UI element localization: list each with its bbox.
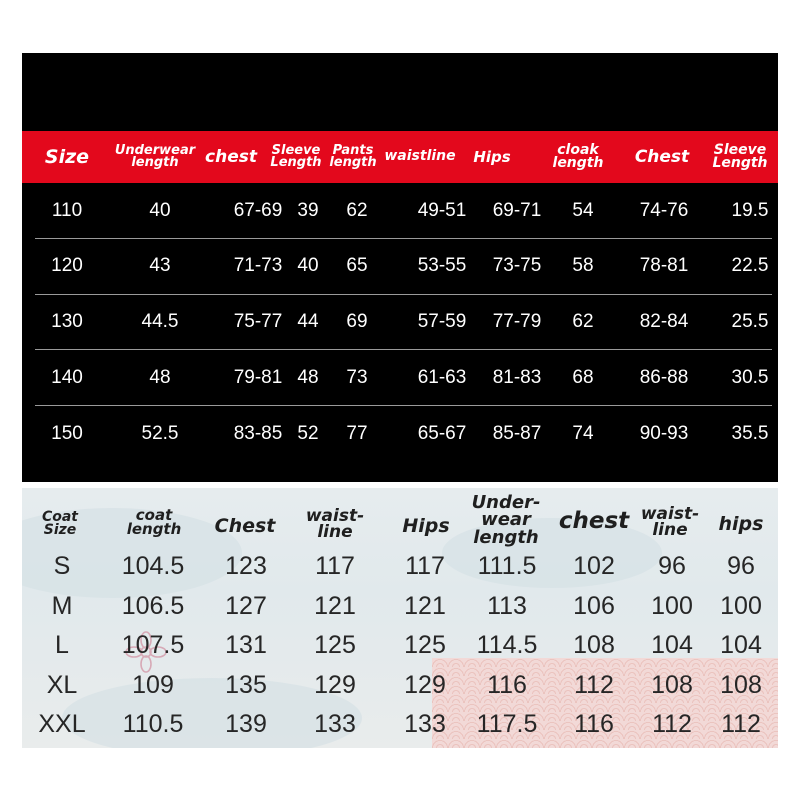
table-cell: L xyxy=(55,631,69,659)
table-cell: 62 xyxy=(572,311,594,333)
table-cell: 79-81 xyxy=(233,366,283,388)
adult-header-chest: Chest xyxy=(214,514,276,537)
table-cell: 113 xyxy=(487,591,527,620)
table-row xyxy=(22,626,778,665)
table-cell: 40 xyxy=(149,199,171,221)
kids-header-sleeve-length-cloak: Sleeve Length xyxy=(712,141,768,171)
table-cell: 74-76 xyxy=(639,199,689,221)
kids-header-cloak-length: cloak length xyxy=(552,141,604,171)
adult-header-underwear-length: Under-wear length xyxy=(471,492,541,548)
table-cell: 61-63 xyxy=(417,366,467,388)
table-cell: 108 xyxy=(720,670,762,699)
adult-header-waistline: waist-line xyxy=(305,505,365,542)
table-cell: 121 xyxy=(314,591,356,620)
table-cell: 22.5 xyxy=(731,255,769,277)
table-cell: 53-55 xyxy=(417,255,467,277)
table-cell: 96 xyxy=(727,552,755,580)
table-cell: 75-77 xyxy=(233,311,283,333)
adult-header-coat-size: Coat Size xyxy=(41,508,79,538)
table-cell: 62 xyxy=(346,199,368,221)
table-cell: 65 xyxy=(346,255,368,277)
table-cell: 121 xyxy=(404,591,446,620)
table-row xyxy=(22,705,778,744)
adult-header-coat-length: coat length xyxy=(126,505,182,538)
table-cell: 69-71 xyxy=(492,199,542,221)
table-cell: 77 xyxy=(346,422,368,444)
table-cell: 108 xyxy=(573,631,615,659)
table-cell: 135 xyxy=(225,670,267,699)
adult-header-hips-underwear: hips xyxy=(718,512,764,535)
table-cell: M xyxy=(51,591,73,620)
adult-header-hips: Hips xyxy=(402,514,450,537)
kids-size-chart xyxy=(22,53,778,482)
table-cell: 129 xyxy=(314,670,356,699)
table-cell: S xyxy=(53,552,71,580)
table-cell: 116 xyxy=(574,710,614,738)
table-cell: 116 xyxy=(487,670,527,699)
table-cell: 104.5 xyxy=(121,552,185,580)
table-row xyxy=(22,295,778,350)
table-cell: 100 xyxy=(720,591,762,620)
table-cell: 131 xyxy=(225,631,267,659)
table-cell: 139 xyxy=(225,710,267,738)
table-row xyxy=(22,587,778,626)
table-cell: 83-85 xyxy=(233,422,283,444)
table-cell: 140 xyxy=(51,366,83,388)
table-cell: 110.5 xyxy=(122,710,184,738)
table-cell: 106 xyxy=(573,591,615,620)
table-cell: 49-51 xyxy=(417,199,467,221)
table-cell: 117 xyxy=(315,552,355,580)
kids-header-hips: Hips xyxy=(473,147,511,166)
table-cell: 106.5 xyxy=(121,591,185,620)
table-cell: 104 xyxy=(720,631,762,659)
table-cell: 48 xyxy=(297,366,319,388)
table-row xyxy=(22,350,778,405)
table-cell: 25.5 xyxy=(731,311,769,333)
table-cell: 100 xyxy=(651,591,693,620)
adult-header-chest-underwear: chest xyxy=(558,508,630,535)
table-row xyxy=(22,547,778,586)
table-cell: 111.5 xyxy=(477,552,537,580)
table-cell: 133 xyxy=(404,710,446,738)
table-cell: 150 xyxy=(51,422,83,444)
table-cell: 44.5 xyxy=(141,311,179,333)
kids-header-row xyxy=(22,131,778,183)
table-cell: 117 xyxy=(405,552,445,580)
kids-header-size: Size xyxy=(44,145,90,168)
kids-header-chest-cloak: Chest xyxy=(634,146,690,167)
table-row xyxy=(22,406,778,461)
table-row xyxy=(22,183,778,238)
table-cell: 52.5 xyxy=(141,422,179,444)
table-cell: 96 xyxy=(658,552,686,580)
table-cell: 82-84 xyxy=(639,311,689,333)
table-cell: 102 xyxy=(573,552,615,580)
table-cell: 130 xyxy=(51,311,83,333)
table-cell: 112 xyxy=(721,710,761,738)
table-cell: 71-73 xyxy=(233,255,283,277)
table-cell: 73 xyxy=(346,366,368,388)
table-cell: 58 xyxy=(572,255,594,277)
table-cell: 77-79 xyxy=(492,311,542,333)
kids-header-sleeve-length: Sleeve Length xyxy=(270,142,322,170)
table-cell: 78-81 xyxy=(639,255,689,277)
table-cell: 54 xyxy=(572,199,594,221)
table-cell: 74 xyxy=(572,422,594,444)
table-cell: 44 xyxy=(297,311,319,333)
table-cell: 19.5 xyxy=(731,199,769,221)
table-cell: 129 xyxy=(404,670,446,699)
kids-header-underwear-length: Underwear length xyxy=(114,142,196,170)
table-cell: 68 xyxy=(572,366,594,388)
kids-header-waistline: waistline xyxy=(384,148,456,165)
table-cell: 127 xyxy=(225,591,267,620)
table-cell: 86-88 xyxy=(639,366,689,388)
kids-header-chest: chest xyxy=(205,146,257,167)
table-cell: 43 xyxy=(149,255,171,277)
table-cell: 67-69 xyxy=(233,199,283,221)
table-cell: 48 xyxy=(149,366,171,388)
table-cell: 52 xyxy=(297,422,319,444)
table-cell: XXL xyxy=(38,710,86,738)
table-row xyxy=(22,666,778,705)
kids-header-pants-length: Pants length xyxy=(329,142,377,170)
table-cell: 117.5 xyxy=(476,710,538,738)
table-cell: 133 xyxy=(314,710,356,738)
table-row xyxy=(22,239,778,294)
table-cell: 39 xyxy=(297,199,319,221)
table-cell: 69 xyxy=(346,311,368,333)
table-cell: 108 xyxy=(651,670,693,699)
table-cell: 125 xyxy=(314,631,356,659)
table-cell: 81-83 xyxy=(492,366,542,388)
table-cell: 125 xyxy=(404,631,446,659)
table-cell: 57-59 xyxy=(417,311,467,333)
table-cell: 85-87 xyxy=(492,422,542,444)
table-cell: 107.5 xyxy=(121,631,185,659)
table-cell: 109 xyxy=(132,670,174,699)
table-cell: 65-67 xyxy=(417,422,467,444)
table-cell: 120 xyxy=(51,255,83,277)
table-cell: XL xyxy=(46,670,78,699)
table-cell: 104 xyxy=(651,631,693,659)
table-cell: 90-93 xyxy=(639,422,689,444)
table-cell: 110 xyxy=(51,199,83,221)
table-cell: 114.5 xyxy=(476,631,538,659)
adult-size-chart xyxy=(22,488,778,748)
table-cell: 40 xyxy=(297,255,319,277)
table-cell: 73-75 xyxy=(492,255,542,277)
table-cell: 112 xyxy=(574,670,614,699)
table-cell: 35.5 xyxy=(731,422,769,444)
table-cell: 112 xyxy=(652,710,692,738)
table-cell: 30.5 xyxy=(731,366,769,388)
adult-header-waistline-underwear: waist-line xyxy=(640,503,700,540)
table-cell: 123 xyxy=(225,552,267,580)
